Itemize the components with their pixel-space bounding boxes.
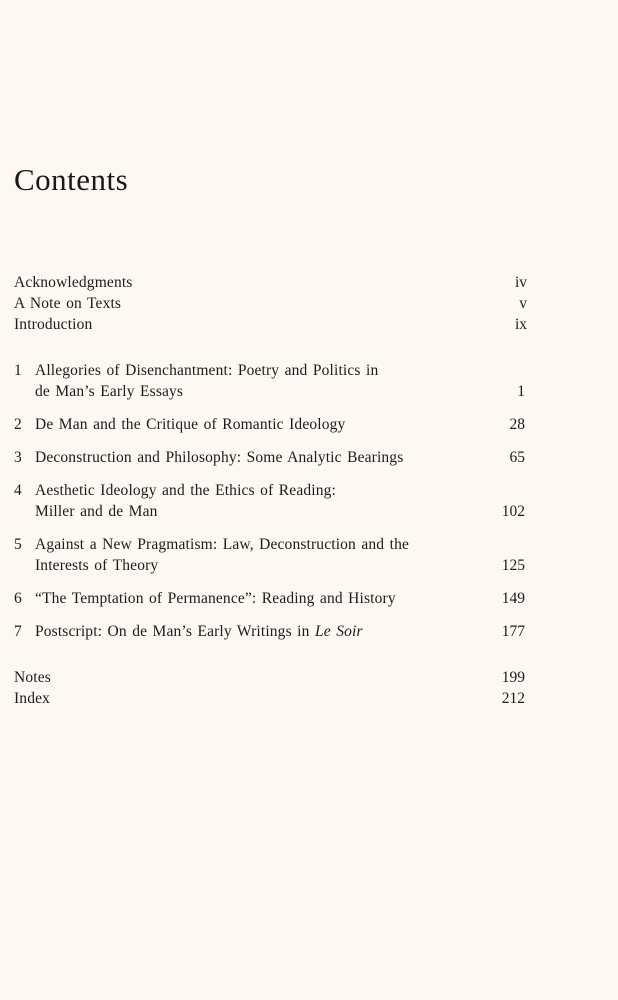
chapter-number: 3 (14, 449, 22, 466)
toc-entry-label-cont: Interests of Theory (35, 557, 159, 574)
spacer (0, 576, 618, 588)
toc-entry-row (0, 293, 618, 314)
spacer (0, 522, 618, 534)
toc-entry-page: 125 (501, 557, 525, 574)
toc-entry-row (0, 588, 618, 609)
toc-entry-label-italic: Le Soir (314, 623, 363, 640)
back-matter-group (0, 667, 618, 709)
toc-entry-row (0, 447, 618, 468)
toc-entries (0, 272, 618, 709)
toc-entry-row (0, 360, 618, 381)
page-title: Contents (14, 162, 129, 197)
toc-entry-label: Index (14, 690, 51, 707)
toc-entry-label: De Man and the Critique of Romantic Ideology (35, 416, 346, 433)
toc-entry-page: v (519, 295, 527, 312)
toc-entry-page: 1 (517, 383, 525, 400)
toc-entry-label-text: Postscript: On de Man’s Early Writings in (35, 623, 315, 640)
toc-entry-chapter-4[interactable] (0, 480, 618, 522)
spacer (0, 609, 618, 621)
toc-entry-page: iv (514, 274, 527, 291)
toc-entry-page: ix (514, 316, 527, 333)
chapter-number: 7 (14, 623, 22, 640)
toc-entry-page: 65 (509, 449, 525, 466)
toc-entry-page: 199 (501, 669, 525, 686)
toc-entry-label: Acknowledgments (14, 274, 133, 291)
toc-entry-label: Aesthetic Ideology and the Ethics of Reading: (35, 482, 336, 499)
toc-entry-row (0, 667, 618, 688)
toc-entry-page: 28 (509, 416, 525, 433)
toc-entry-chapter-1[interactable] (0, 360, 618, 402)
toc-entry-label: Allegories of Disenchantment: Poetry and Politics in (35, 362, 379, 379)
toc-entry-label: A Note on Texts (14, 295, 122, 312)
toc-entry-row (0, 534, 618, 555)
chapter-number: 5 (14, 536, 22, 553)
toc-entry-label: Deconstruction and Philosophy: Some Analytic Bearings (35, 449, 404, 466)
toc-entry-label-cont: Miller and de Man (35, 503, 158, 520)
chapter-number: 2 (14, 416, 22, 433)
toc-entry-page: 177 (501, 623, 525, 640)
toc-entry-notes[interactable] (0, 667, 618, 688)
toc-entry-index[interactable] (0, 688, 618, 709)
toc-entry-row (0, 688, 618, 709)
front-matter-group (0, 272, 618, 335)
toc-entry-chapter-6[interactable] (0, 588, 618, 609)
toc-entry-chapter-5[interactable] (0, 534, 618, 576)
chapter-number: 1 (14, 362, 22, 379)
toc-entry-row (0, 621, 618, 642)
toc-entry-chapter-7[interactable] (0, 621, 618, 642)
toc-entry-a-note-on-texts[interactable] (0, 293, 618, 314)
spacer (0, 402, 618, 414)
toc-entry-introduction[interactable] (0, 314, 618, 335)
toc-entry-page: 212 (501, 690, 525, 707)
chapter-number: 4 (14, 482, 22, 499)
toc-entry-label (35, 621, 363, 642)
toc-entry-row (0, 381, 618, 402)
toc-entry-row (0, 555, 618, 576)
toc-entry-chapter-2[interactable] (0, 414, 618, 435)
toc-entry-row (0, 414, 618, 435)
toc-entry-row (0, 314, 618, 335)
toc-entry-acknowledgments[interactable] (0, 272, 618, 293)
toc-entry-label: Against a New Pragmatism: Law, Deconstruction and the (35, 536, 410, 553)
spacer (0, 642, 618, 667)
toc-entry-row (0, 501, 618, 522)
toc-entry-label: “The Temptation of Permanence”: Reading and History (35, 590, 396, 607)
toc-entry-page: 102 (501, 503, 525, 520)
spacer (0, 435, 618, 447)
toc-entry-chapter-3[interactable] (0, 447, 618, 468)
toc-entry-row (0, 480, 618, 501)
chapter-number: 6 (14, 590, 22, 607)
toc-entry-label-cont: de Man’s Early Essays (35, 383, 184, 400)
toc-entry-row (0, 272, 618, 293)
spacer (0, 335, 618, 360)
toc-entry-page: 149 (501, 590, 525, 607)
toc-entry-label: Introduction (14, 316, 93, 333)
toc-entry-label: Notes (14, 669, 51, 686)
spacer (0, 468, 618, 480)
